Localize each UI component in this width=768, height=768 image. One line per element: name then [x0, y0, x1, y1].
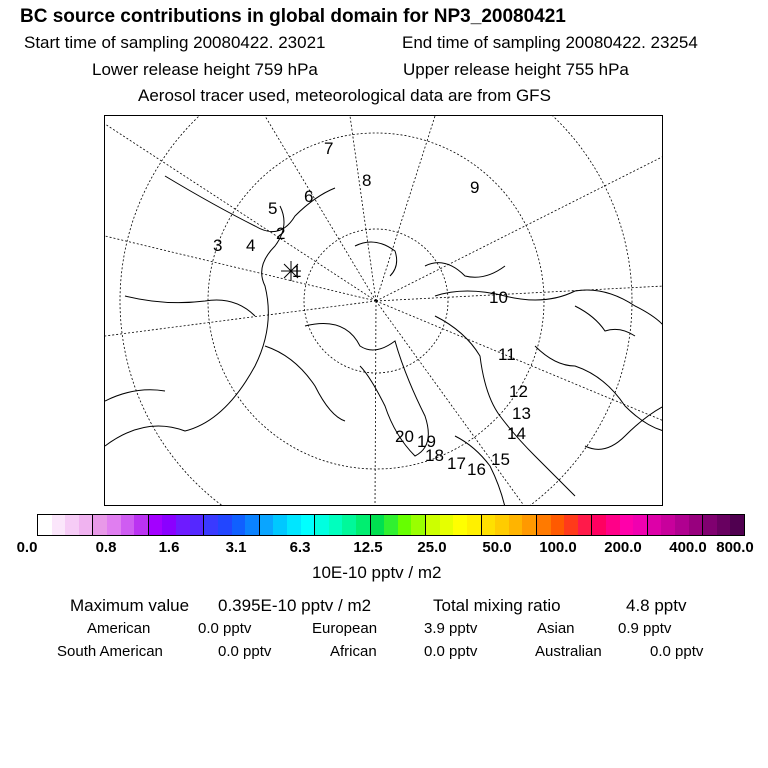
trajectory-point-label: 12	[509, 382, 528, 401]
colorbar-tick-label: 400.0	[669, 539, 707, 556]
trajectory-point-label: 20	[395, 427, 414, 446]
colorbar-tick-label: 3.1	[225, 539, 247, 556]
latitude-circles	[105, 116, 663, 506]
colorbar-cell	[440, 515, 454, 535]
colorbar-cell	[176, 515, 190, 535]
colorbar-cell	[467, 515, 482, 535]
source-value: 0.0 pptv	[218, 643, 272, 660]
colorbar-cell	[65, 515, 79, 535]
source-value: 0.0 pptv	[198, 620, 252, 637]
colorbar-cell	[107, 515, 121, 535]
map-title: BC source contributions in global domain for NP3_20080421	[20, 6, 566, 27]
colorbar-cell	[162, 515, 176, 535]
colorbar-cell	[121, 515, 135, 535]
colorbar-cell	[509, 515, 523, 535]
source-value: 3.9 pptv	[424, 620, 478, 637]
colorbar-cell	[495, 515, 509, 535]
colorbar-cell	[356, 515, 371, 535]
colorbar-tick-label: 200.0	[604, 539, 642, 556]
trajectory-point-label: 8	[362, 171, 372, 190]
colorbar-cell	[426, 515, 440, 535]
colorbar-tick-label: 0.0	[16, 539, 38, 556]
colorbar-cell	[134, 515, 149, 535]
colorbar-cell	[79, 515, 94, 535]
trajectory-point-label: 16	[467, 460, 486, 479]
colorbar-tick-label: 6.3	[289, 539, 311, 556]
trajectory-point-label: 13	[512, 404, 531, 423]
colorbar-tick-label: 50.0	[482, 539, 512, 556]
colorbar-cell	[453, 515, 467, 535]
colorbar-cell	[675, 515, 689, 535]
colorbar-cell	[93, 515, 107, 535]
colorbar-cell	[260, 515, 274, 535]
colorbar-cell	[273, 515, 287, 535]
colorbar-cell	[578, 515, 593, 535]
coastlines	[105, 176, 663, 506]
source-name: African	[330, 643, 377, 660]
end-time-label: End time of sampling 20080422. 23254	[402, 33, 698, 52]
colorbar-cell	[592, 515, 606, 535]
total-mixing-label: Total mixing ratio	[433, 596, 561, 615]
colorbar-tick-label: 1.6	[158, 539, 180, 556]
colorbar-cell	[190, 515, 205, 535]
colorbar-cell	[537, 515, 551, 535]
colorbar-cell	[620, 515, 634, 535]
colorbar-cell	[245, 515, 260, 535]
colorbar-units: 10E-10 pptv / m2	[312, 563, 442, 582]
trajectory-point-label: 10	[489, 288, 508, 307]
colorbar-cell	[315, 515, 329, 535]
trajectory-point-label: 15	[491, 450, 510, 469]
max-value-label: Maximum value	[70, 596, 190, 615]
trajectory-point-label: 11	[498, 345, 516, 364]
colorbar-cell	[232, 515, 246, 535]
source-name: Australian	[535, 643, 602, 660]
trajectory-point-label: 3	[213, 236, 223, 255]
colorbar-cell	[218, 515, 232, 535]
colorbar-cell	[689, 515, 704, 535]
trajectory-point-label: 17	[447, 454, 466, 473]
colorbar-cell	[371, 515, 385, 535]
colorbar-cell	[411, 515, 426, 535]
colorbar-cell	[342, 515, 356, 535]
start-time-label: Start time of sampling 20080422. 23021	[24, 33, 326, 52]
trajectory-point-label: 19	[417, 432, 436, 451]
trajectory-point-label: 18	[425, 446, 444, 465]
colorbar-tick-label: 100.0	[539, 539, 577, 556]
lower-release-height: Lower release height 759 hPa	[92, 60, 318, 79]
colorbar-cell	[384, 515, 398, 535]
colorbar-cell	[204, 515, 218, 535]
colorbar-cell	[482, 515, 496, 535]
source-name: European	[312, 620, 378, 637]
colorbar-tick-label: 12.5	[353, 539, 383, 556]
colorbar-cell	[633, 515, 648, 535]
source-name: American	[87, 620, 151, 637]
colorbar-cell	[551, 515, 565, 535]
colorbar-cell	[730, 515, 744, 535]
trajectory-point-label: 4	[246, 236, 256, 255]
meridians	[105, 116, 663, 506]
upper-release-height: Upper release height 755 hPa	[403, 60, 629, 79]
trajectory-point-label: 5	[268, 199, 278, 218]
map-canvas	[105, 116, 663, 506]
colorbar-cell	[329, 515, 343, 535]
colorbar	[37, 514, 745, 536]
trajectory-point-label: 2	[276, 224, 286, 243]
colorbar-cell	[301, 515, 316, 535]
total-mixing-value: 4.8 pptv	[626, 596, 687, 615]
colorbar-cell	[661, 515, 675, 535]
trajectory-point-label: 1	[292, 262, 302, 281]
colorbar-cell	[606, 515, 620, 535]
colorbar-cell	[38, 515, 52, 535]
colorbar-tick-label: 800.0	[716, 539, 754, 556]
colorbar-cell	[522, 515, 537, 535]
trajectory-point-label: 6	[304, 187, 314, 206]
max-value: 0.395E-10 pptv / m2	[218, 596, 372, 615]
colorbar-cell	[398, 515, 412, 535]
source-value: 0.0 pptv	[424, 643, 478, 660]
source-name: South American	[57, 643, 163, 660]
trajectory-point-label: 9	[470, 178, 480, 197]
colorbar-cell	[287, 515, 301, 535]
colorbar-tick-label: 25.0	[417, 539, 447, 556]
colorbar-cell	[648, 515, 662, 535]
colorbar-cell	[564, 515, 578, 535]
colorbar-cell	[703, 515, 717, 535]
source-name: Asian	[537, 620, 575, 637]
colorbar-cell	[149, 515, 163, 535]
polar-map	[104, 115, 663, 506]
source-value: 0.0 pptv	[650, 643, 704, 660]
source-value: 0.9 pptv	[618, 620, 672, 637]
tracer-info: Aerosol tracer used, meteorological data are from GFS	[138, 86, 551, 105]
colorbar-cell	[52, 515, 66, 535]
colorbar-tick-label: 0.8	[95, 539, 117, 556]
trajectory-point-label: 14	[507, 424, 526, 443]
colorbar-cell	[717, 515, 731, 535]
trajectory-point-label: 7	[324, 139, 334, 158]
